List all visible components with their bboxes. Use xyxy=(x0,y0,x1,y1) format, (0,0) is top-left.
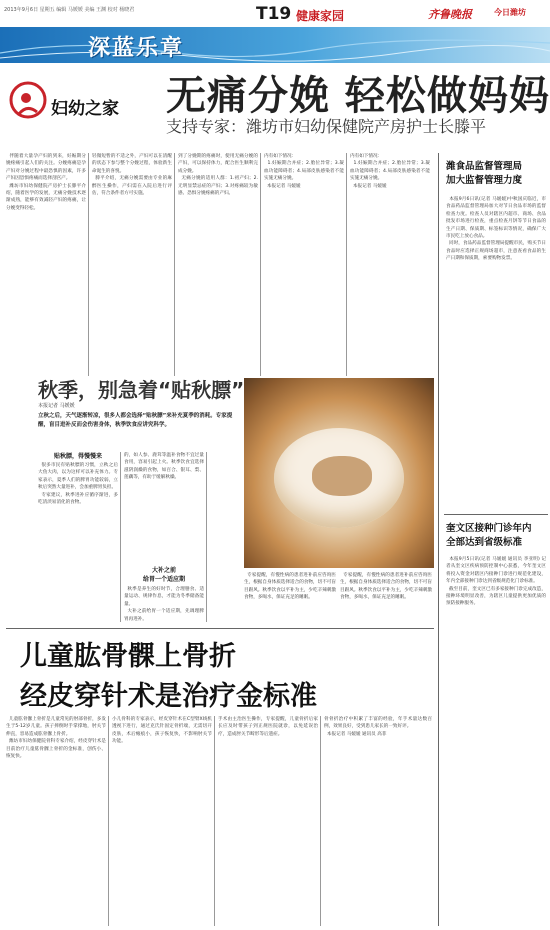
feature-col-5: 内有如下情况： 1.妊娠期合并症；2.胎位异常；3.凝血功能障碍者；4.局部皮肤感染者不能实施无痛分娩。 本报记者 马媛媛 xyxy=(350,154,430,189)
bottom-headline-1: 儿童肱骨髁上骨折 xyxy=(20,641,236,672)
feature-col-1: 伴随着大量孕产妇的到来，妊娠期分娩疼痛引起人们的关注。分娩疼痛是孕产妇对分娩过程中最恐惧的因素，许多产妇因恐惧疼痛而选择剖宫产。 潍坊市妇幼保健院产房护士长滕平介绍，随着医学的发展，无痛分娩技术逐渐成熟，能够有效减轻产妇的疼痛，让分娩变得轻松。 xyxy=(6,154,86,211)
bottom-col-2: 小儿骨科的专家表示，经皮穿针术在C型臂X线机透视下进行，通过克氏针固定骨折端，无需切开皮肤，术后瘢痕小，孩子恢复快，不影响肘关节功能。 xyxy=(112,717,212,745)
autumn-subhead-2: 大补之前 给胃一个适应期 xyxy=(142,567,185,583)
meat-shape xyxy=(312,456,372,496)
paper-name: 齐鲁晚报 xyxy=(428,8,472,21)
sidebar-title-2: 奎文区接种门诊年内 全部达到省级标准 xyxy=(446,523,532,548)
autumn-col-3: 秋季是养生的好时节，合理膳食、适量运动、规律作息，才能为冬季储备能量。 大补之前给胃一个适应期，先调理脾胃再进补。 xyxy=(124,587,204,622)
banner xyxy=(0,27,550,63)
sidebar-text-1: 本报9月6日讯(记者 马媛媛)中秋国庆临近，市食品药品监督管理局加大对节日食品市场的监督检查力度。检查人员对辖区内超市、商场、食品批发市场进行检查，重点检查月饼等节日食品的生产日期、保质期、标签标识等情况，确保广大市民吃上放心食品。 同时，食品药品监督管理局提醒市民，购买节日食品时应选择正规商场超市，注意查看食品的生产日期和保质期，索要购物发票。 xyxy=(446,197,546,262)
banner-title: 深蓝乐章 xyxy=(88,36,185,61)
sidebar-title-1: 潍食品监督管理局 加大监督管理力度 xyxy=(446,161,523,186)
header-strip xyxy=(0,0,550,27)
logo-block xyxy=(3,72,133,152)
wave-decoration xyxy=(0,27,550,63)
feature-col-4: 内有如下情况： 1.妊娠期合并症；2.胎位异常；3.凝血功能障碍者；4.局部皮肤感染者不能实施无痛分娩。 本报记者 马媛媛 xyxy=(264,154,344,189)
paper-sub: 今日潍坊 xyxy=(494,8,526,17)
autumn-col-2: 的，如人参、鹿茸等温补食物不宜过量食用，容易引起上火。秋季饮食宜选择滋阴润燥的食物，如百合、银耳、梨、莲藕等，有助于缓解秋燥。 xyxy=(124,453,204,481)
feature-headline: 无痛分娩 轻松做妈妈 xyxy=(166,73,550,119)
sidebar-text-2: 本报9月5日讯(记者 马媛媛 通讯员 李亚明) 记者从奎文区疾病预防控制中心获悉，今年奎文区将投入资金对辖区内接种门诊进行规范化建设，年内全部接种门诊达到省级规范化门诊标准。 截至目前，奎文区已有多家接种门诊完成改造，接种环境明显改善，为辖区儿童提供更加优质的预防接种服务。 xyxy=(446,557,546,607)
autumn-col-4: 专家提醒，有慢性病的患者进补前应咨询医生，根据自身体质选择适合的食物，切不可盲目跟风。秋季饮食以平补为主，少吃辛辣刺激食物，多喝水，保证充足的睡眠。 xyxy=(244,573,336,601)
feature-subhead: 支持专家：潍坊市妇幼保健院产房护士长滕平 xyxy=(166,117,487,136)
autumn-col-1: 很多市民有贴秋膘的习惯，立秋之后大鱼大肉，以为这样可以补充体力。专家表示，夏季人们的脾胃功能较弱，立秋后突然大量进补，会加重脾胃负担。 专家建议，秋季进补应循序渐进，多吃清淡易消化的食物。 xyxy=(38,463,118,506)
autumn-byline: 本报记者 马媛媛 xyxy=(38,403,75,409)
page-number: T19 xyxy=(256,4,292,24)
bottom-headline-2: 经皮穿针术是治疗金标准 xyxy=(20,681,317,712)
feature-col-2: 轻微短暂的不适之外，产妇可以在清醒的状态下参与整个分娩过程，体验新生命诞生的喜悦。 滕平介绍，无痛分娩需要由专业的麻醉医生操作，产妇需在入院后进行评估，符合条件者方可实施。 xyxy=(92,154,172,197)
feature-col-3: 到了分娩期的疼痛时，使用无痛分娩的产妇，可以保持体力，配合医生顺利完成分娩。 无痛分娩的适用人群：1.初产妇；2.无明显禁忌症的产妇；3.对疼痛较为敏感、恐惧分娩疼痛的产妇。 xyxy=(178,154,258,197)
bottom-col-4: 骨骨折治疗中积累了丰富的经验，年手术量达数百例，效果良好，受到患儿家长的一致好评。 本报记者 马媛媛 通讯员 高菲 xyxy=(324,717,432,737)
autumn-col-5: 专家提醒，有慢性病的患者进补前应咨询医生，根据自身体质选择适合的食物，切不可盲目跟风。秋季饮食以平补为主，少吃辛辣刺激食物，多喝水，保证充足的睡眠。 xyxy=(340,573,432,601)
section-name: 健康家园 xyxy=(296,9,345,23)
autumn-lead: 立秋之后，天气逐渐转凉，很多人都会选择“贴秋膘”来补充夏季的消耗。专家提醒，盲目进补反而会伤害身体，秋季饮食应讲究科学。 xyxy=(38,413,233,428)
logo-text: 妇幼之家 xyxy=(51,99,119,119)
mother-child-icon xyxy=(7,80,49,136)
autumn-subhead-1: 贴秋膘，得慢慢来 xyxy=(53,453,102,460)
date-line: 2013年9月6日 星期五 编辑 马媛媛 美编 王渊 校对 杨晓君 xyxy=(4,7,135,13)
autumn-photo xyxy=(244,378,434,568)
bottom-col-3: 手术由主治医生操作，专家提醒，儿童骨折后家长应及时带孩子到正规医院就诊，以免延误治疗，造成肘关节畸形等后遗症。 xyxy=(218,717,318,737)
autumn-headline: 秋季，别急着“贴秋膘” xyxy=(38,378,245,402)
bottom-col-1: 儿童肱骨髁上骨折是儿童常见的肘部骨折，多发生于5-12岁儿童。孩子摔倒时手掌撑地，肘关节伸直，容易造成肱骨髁上骨折。 潍坊市妇幼保健院骨科专家介绍，经皮穿针术是目前治疗儿童肱骨髁上骨折的金标准，创伤小、恢复快。 xyxy=(6,717,106,760)
